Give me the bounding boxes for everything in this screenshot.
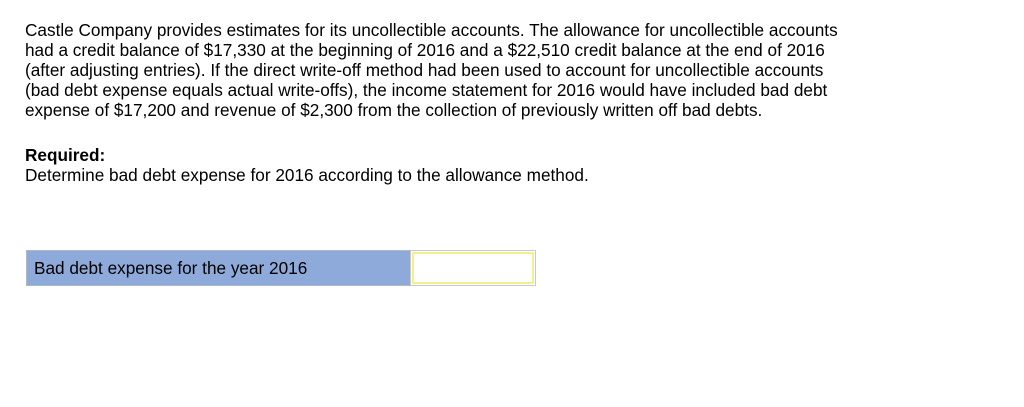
problem-content: [25, 20, 1000, 185]
problem-line-1: Castle Company provides estimates for its uncollectible accounts. The allowance for uncollectible accounts: [25, 20, 838, 40]
problem-statement: [25, 20, 1000, 120]
bad-debt-expense-input[interactable]: [412, 252, 534, 284]
required-instruction: Determine bad debt expense for 2016 according to the allowance method.: [25, 165, 589, 185]
problem-line-4: (bad debt expense equals actual write-offs), the income statement for 2016 would have included bad debt: [25, 80, 828, 100]
required-heading: Required:: [25, 145, 106, 165]
answer-input-cell: [410, 250, 536, 286]
problem-line-5: expense of $17,200 and revenue of $2,300 from the collection of previously written off bad debts.: [25, 100, 763, 120]
problem-line-2: had a credit balance of $17,330 at the beginning of 2016 and a $22,510 credit balance at the end of 2016: [25, 40, 825, 60]
problem-line-3: (after adjusting entries). If the direct write-off method had been used to account for uncollectible accounts: [25, 60, 824, 80]
answer-label: Bad debt expense for the year 2016: [34, 257, 308, 278]
required-section: [25, 145, 1000, 185]
answer-table: [26, 250, 536, 286]
answer-label-cell: [26, 250, 410, 286]
